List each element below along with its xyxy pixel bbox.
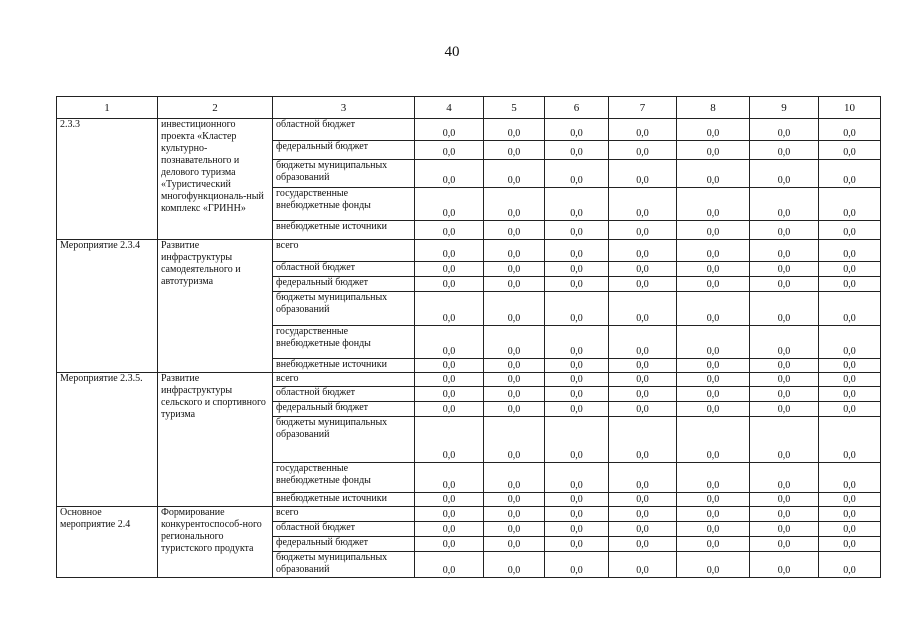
- value-cell: 0,0: [415, 373, 484, 387]
- value-cell: 0,0: [750, 292, 819, 326]
- value-cell: 0,0: [677, 359, 750, 373]
- funding-source: всего: [273, 373, 415, 387]
- value-cell: 0,0: [545, 141, 609, 160]
- header-cell: 8: [677, 97, 750, 119]
- value-cell: 0,0: [819, 507, 881, 522]
- value-cell: 0,0: [545, 402, 609, 417]
- funding-source: бюджеты муниципальных образований: [273, 160, 415, 188]
- value-cell: 0,0: [750, 507, 819, 522]
- value-cell: 0,0: [484, 522, 545, 537]
- funding-source: областной бюджет: [273, 522, 415, 537]
- funding-source: государственные внебюджетные фонды: [273, 326, 415, 359]
- value-cell: 0,0: [677, 326, 750, 359]
- value-cell: 0,0: [819, 188, 881, 221]
- measure-title: Формирование конкурентоспособ-ного регионального туристского продукта: [158, 507, 273, 578]
- value-cell: 0,0: [677, 463, 750, 493]
- value-cell: 0,0: [484, 326, 545, 359]
- funding-source: областной бюджет: [273, 119, 415, 141]
- value-cell: 0,0: [484, 463, 545, 493]
- value-cell: 0,0: [545, 326, 609, 359]
- value-cell: 0,0: [609, 402, 677, 417]
- value-cell: 0,0: [545, 522, 609, 537]
- value-cell: 0,0: [415, 387, 484, 402]
- value-cell: 0,0: [750, 262, 819, 277]
- value-cell: 0,0: [819, 326, 881, 359]
- table-row: [57, 373, 881, 387]
- value-cell: 0,0: [750, 402, 819, 417]
- value-cell: 0,0: [677, 373, 750, 387]
- value-cell: 0,0: [819, 463, 881, 493]
- value-cell: 0,0: [545, 262, 609, 277]
- value-cell: 0,0: [677, 262, 750, 277]
- value-cell: 0,0: [609, 262, 677, 277]
- value-cell: 0,0: [677, 240, 750, 262]
- value-cell: 0,0: [484, 552, 545, 578]
- value-cell: 0,0: [415, 359, 484, 373]
- value-cell: 0,0: [609, 387, 677, 402]
- value-cell: 0,0: [484, 387, 545, 402]
- header-cell: 6: [545, 97, 609, 119]
- value-cell: 0,0: [484, 262, 545, 277]
- value-cell: 0,0: [750, 373, 819, 387]
- value-cell: 0,0: [484, 119, 545, 141]
- value-cell: 0,0: [677, 552, 750, 578]
- value-cell: 0,0: [750, 463, 819, 493]
- funding-source: внебюджетные источники: [273, 359, 415, 373]
- value-cell: 0,0: [750, 141, 819, 160]
- value-cell: 0,0: [415, 119, 484, 141]
- funding-source: внебюджетные источники: [273, 493, 415, 507]
- value-cell: 0,0: [609, 326, 677, 359]
- funding-source: федеральный бюджет: [273, 402, 415, 417]
- value-cell: 0,0: [750, 387, 819, 402]
- value-cell: 0,0: [819, 160, 881, 188]
- value-cell: 0,0: [545, 417, 609, 463]
- value-cell: 0,0: [484, 292, 545, 326]
- value-cell: 0,0: [609, 552, 677, 578]
- value-cell: 0,0: [750, 359, 819, 373]
- funding-source: федеральный бюджет: [273, 537, 415, 552]
- value-cell: 0,0: [609, 417, 677, 463]
- value-cell: 0,0: [819, 221, 881, 240]
- table-row: [57, 507, 881, 522]
- value-cell: 0,0: [609, 160, 677, 188]
- value-cell: 0,0: [677, 417, 750, 463]
- value-cell: 0,0: [819, 277, 881, 292]
- value-cell: 0,0: [819, 141, 881, 160]
- funding-source: федеральный бюджет: [273, 141, 415, 160]
- value-cell: 0,0: [545, 537, 609, 552]
- value-cell: 0,0: [415, 141, 484, 160]
- funding-source: бюджеты муниципальных образований: [273, 292, 415, 326]
- value-cell: 0,0: [677, 402, 750, 417]
- table-row: [57, 119, 881, 141]
- value-cell: 0,0: [609, 522, 677, 537]
- funding-source: областной бюджет: [273, 387, 415, 402]
- measure-title: Развитие инфраструктуры самодеятельного и автотуризма: [158, 240, 273, 373]
- value-cell: 0,0: [484, 141, 545, 160]
- value-cell: 0,0: [415, 402, 484, 417]
- value-cell: 0,0: [677, 493, 750, 507]
- value-cell: 0,0: [609, 188, 677, 221]
- value-cell: 0,0: [415, 537, 484, 552]
- measure-code: Мероприятие 2.3.5.: [57, 373, 158, 507]
- value-cell: 0,0: [750, 522, 819, 537]
- value-cell: 0,0: [677, 188, 750, 221]
- value-cell: 0,0: [609, 277, 677, 292]
- value-cell: 0,0: [545, 552, 609, 578]
- value-cell: 0,0: [545, 359, 609, 373]
- value-cell: 0,0: [750, 240, 819, 262]
- value-cell: 0,0: [677, 507, 750, 522]
- value-cell: 0,0: [819, 417, 881, 463]
- table-row: [57, 240, 881, 262]
- funding-source: всего: [273, 507, 415, 522]
- value-cell: 0,0: [415, 417, 484, 463]
- value-cell: 0,0: [819, 292, 881, 326]
- table-header: [57, 97, 881, 119]
- value-cell: 0,0: [609, 141, 677, 160]
- value-cell: 0,0: [415, 493, 484, 507]
- funding-source: всего: [273, 240, 415, 262]
- header-row: [57, 97, 881, 119]
- value-cell: 0,0: [819, 387, 881, 402]
- value-cell: 0,0: [677, 119, 750, 141]
- value-cell: 0,0: [484, 373, 545, 387]
- value-cell: 0,0: [750, 537, 819, 552]
- value-cell: 0,0: [484, 359, 545, 373]
- value-cell: 0,0: [415, 463, 484, 493]
- value-cell: 0,0: [819, 359, 881, 373]
- value-cell: 0,0: [677, 537, 750, 552]
- value-cell: 0,0: [609, 221, 677, 240]
- value-cell: 0,0: [609, 507, 677, 522]
- value-cell: 0,0: [677, 277, 750, 292]
- value-cell: 0,0: [415, 326, 484, 359]
- value-cell: 0,0: [819, 493, 881, 507]
- value-cell: 0,0: [415, 277, 484, 292]
- value-cell: 0,0: [677, 522, 750, 537]
- funding-source: государственные внебюджетные фонды: [273, 188, 415, 221]
- value-cell: 0,0: [484, 493, 545, 507]
- value-cell: 0,0: [545, 188, 609, 221]
- value-cell: 0,0: [750, 417, 819, 463]
- header-cell: 7: [609, 97, 677, 119]
- value-cell: 0,0: [819, 522, 881, 537]
- value-cell: 0,0: [750, 188, 819, 221]
- funding-source: бюджеты муниципальных образований: [273, 417, 415, 463]
- value-cell: 0,0: [750, 277, 819, 292]
- value-cell: 0,0: [415, 552, 484, 578]
- value-cell: 0,0: [750, 326, 819, 359]
- budget-table: [56, 96, 881, 578]
- header-cell: 1: [57, 97, 158, 119]
- value-cell: 0,0: [677, 160, 750, 188]
- value-cell: 0,0: [415, 292, 484, 326]
- value-cell: 0,0: [415, 262, 484, 277]
- measure-title: Развитие инфраструктуры сельского и спортивного туризма: [158, 373, 273, 507]
- value-cell: 0,0: [484, 402, 545, 417]
- header-cell: 2: [158, 97, 273, 119]
- value-cell: 0,0: [609, 119, 677, 141]
- measure-code: Основное мероприятие 2.4: [57, 507, 158, 578]
- table-body: [57, 119, 881, 578]
- value-cell: 0,0: [415, 160, 484, 188]
- value-cell: 0,0: [484, 417, 545, 463]
- funding-source: бюджеты муниципальных образований: [273, 552, 415, 578]
- measure-code: 2.3.3: [57, 119, 158, 240]
- value-cell: 0,0: [415, 240, 484, 262]
- value-cell: 0,0: [545, 507, 609, 522]
- measure-code: Мероприятие 2.3.4: [57, 240, 158, 373]
- value-cell: 0,0: [484, 277, 545, 292]
- value-cell: 0,0: [484, 240, 545, 262]
- value-cell: 0,0: [819, 402, 881, 417]
- value-cell: 0,0: [545, 373, 609, 387]
- value-cell: 0,0: [415, 188, 484, 221]
- value-cell: 0,0: [415, 221, 484, 240]
- header-cell: 9: [750, 97, 819, 119]
- value-cell: 0,0: [545, 463, 609, 493]
- value-cell: 0,0: [609, 292, 677, 326]
- value-cell: 0,0: [545, 240, 609, 262]
- funding-source: областной бюджет: [273, 262, 415, 277]
- funding-source: государственные внебюджетные фонды: [273, 463, 415, 493]
- header-cell: 5: [484, 97, 545, 119]
- value-cell: 0,0: [819, 537, 881, 552]
- header-cell: 10: [819, 97, 881, 119]
- value-cell: 0,0: [484, 221, 545, 240]
- value-cell: 0,0: [609, 373, 677, 387]
- value-cell: 0,0: [750, 493, 819, 507]
- value-cell: 0,0: [545, 221, 609, 240]
- value-cell: 0,0: [545, 493, 609, 507]
- value-cell: 0,0: [609, 537, 677, 552]
- value-cell: 0,0: [819, 262, 881, 277]
- value-cell: 0,0: [750, 221, 819, 240]
- value-cell: 0,0: [819, 119, 881, 141]
- measure-title: инвестиционного проекта «Кластер культурно-познавательного и делового туризма «Туристический многофункциональ-ный комплекс «ГРИНН»: [158, 119, 273, 240]
- funding-source: федеральный бюджет: [273, 277, 415, 292]
- value-cell: 0,0: [677, 141, 750, 160]
- value-cell: 0,0: [609, 240, 677, 262]
- header-cell: 4: [415, 97, 484, 119]
- value-cell: 0,0: [677, 221, 750, 240]
- value-cell: 0,0: [750, 119, 819, 141]
- value-cell: 0,0: [819, 552, 881, 578]
- funding-source: внебюджетные источники: [273, 221, 415, 240]
- value-cell: 0,0: [484, 160, 545, 188]
- value-cell: 0,0: [750, 160, 819, 188]
- value-cell: 0,0: [415, 522, 484, 537]
- value-cell: 0,0: [484, 507, 545, 522]
- value-cell: 0,0: [819, 240, 881, 262]
- value-cell: 0,0: [484, 188, 545, 221]
- value-cell: 0,0: [819, 373, 881, 387]
- value-cell: 0,0: [677, 387, 750, 402]
- value-cell: 0,0: [545, 292, 609, 326]
- value-cell: 0,0: [484, 537, 545, 552]
- value-cell: 0,0: [545, 160, 609, 188]
- value-cell: 0,0: [609, 359, 677, 373]
- value-cell: 0,0: [677, 292, 750, 326]
- value-cell: 0,0: [545, 119, 609, 141]
- page-number: 40: [444, 44, 460, 60]
- value-cell: 0,0: [545, 387, 609, 402]
- value-cell: 0,0: [609, 463, 677, 493]
- header-cell: 3: [273, 97, 415, 119]
- value-cell: 0,0: [545, 277, 609, 292]
- value-cell: 0,0: [750, 552, 819, 578]
- value-cell: 0,0: [415, 507, 484, 522]
- value-cell: 0,0: [609, 493, 677, 507]
